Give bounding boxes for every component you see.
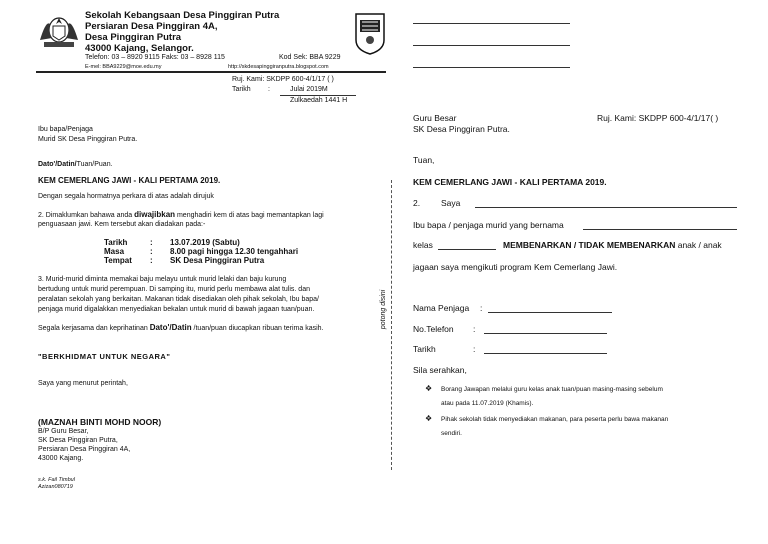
detail-time-value: 8.00 pagi hingga 12.30 tengahhari [170, 247, 299, 256]
reply-line-5: jagaan saya mengikuti program Kem Cemerlang Jawi. [413, 262, 618, 272]
school-logo-icon [352, 10, 388, 56]
cut-label-wrap [380, 282, 398, 342]
motto: "BERKHIDMAT UNTUK NEGARA" [38, 352, 171, 361]
cc-line-1: s.k. Fail Timbul [38, 477, 75, 483]
cut-label: potong disini [380, 289, 388, 330]
date-hijri: Zulkaedah 1441 H [290, 97, 348, 104]
reference-number: Ruj. Kami: SKDPP 600-4/1/17 ( ) [232, 76, 334, 83]
address-line-3: 43000 Kajang, Selangor. [85, 43, 194, 54]
detail-date-label: Tarikh [104, 238, 128, 247]
opening-paragraph: Dengan segala hormatnya perkara di atas adalah dirujuk [38, 193, 214, 200]
note-2-line-1: Pihak sekolah tidak menyediakan makanan, para peserta perlu bawa makanan [441, 416, 669, 423]
date-colon: : [268, 86, 270, 93]
date-blank[interactable] [484, 353, 607, 354]
signer-address-2: 43000 Kajang. [38, 455, 84, 462]
diamond-bullet-icon: ❖ [425, 414, 433, 423]
diamond-bullet-icon: ❖ [425, 384, 433, 393]
paragraph-3-line-1: 3. Murid-murid diminta memakai baju melayu untuk murid lelaki dan baju kurung [38, 276, 287, 283]
reply-recipient-2: SK Desa Pinggiran Putra. [413, 124, 510, 134]
website: http://skdesapinggiranputra.blogspot.com [228, 64, 329, 70]
detail-colon: : [150, 256, 153, 265]
reply-salutation: Tuan, [413, 155, 435, 165]
date-masihi: Julai 2019M [290, 86, 328, 93]
phone-label: No.Telefon [413, 324, 454, 334]
field-colon: : [473, 344, 476, 354]
date-label: Tarikh [232, 86, 251, 93]
student-name-blank[interactable] [583, 229, 737, 230]
guardian-name-label: Nama Penjaga [413, 303, 470, 313]
note-1-line-1: Borang Jawapan melalui guru kelas anak tuan/puan masing-masing sebelum [441, 386, 663, 393]
signer-address-1: Persiaran Desa Pinggiran 4A, [38, 446, 131, 453]
salutation: Dato'/Datin/Tuan/Puan. [38, 161, 113, 168]
guardian-name-blank[interactable] [488, 312, 612, 313]
reply-subject: KEM CEMERLANG JAWI - KALI PERTAMA 2019. [413, 177, 607, 187]
reply-line-2-saya: Saya [441, 198, 461, 208]
thanks-paragraph: Segala kerjasama dan keprihatinan Dato'/Datin /tuan/puan diucapkan ribuan terima kasih. [38, 323, 324, 332]
address-blank-3[interactable] [413, 67, 570, 68]
reply-closing: Sila serahkan, [413, 365, 467, 375]
paragraph-3-line-4: penjaga murid digalakkan menyediakan bekalan untuk murid di bawah jagaan tuan/puan. [38, 306, 315, 313]
class-blank[interactable] [438, 249, 496, 250]
signer-school: SK Desa Pinggiran Putra, [38, 437, 118, 444]
school-code: Kod Sek: BBA 9229 [279, 54, 341, 61]
letter-subject: KEM CEMERLANG JAWI - KALI PERTAMA 2019. [38, 176, 221, 185]
note-1-line-2: atau pada 11.07.2019 (Khamis). [441, 400, 534, 407]
phone-fax: Telefon: 03 – 8920 9115 Faks: 03 – 8928 115 [85, 54, 225, 61]
detail-time-label: Masa [104, 247, 125, 256]
paragraph-3-line-2: bertudung untuk murid perempuan. Di samping itu, murid perlu membawa alat tulis. dan [38, 286, 310, 293]
closing: Saya yang menurut perintah, [38, 380, 128, 387]
paragraph-2-line-1: 2. Dimaklumkan bahawa anda diwajibkan menghadiri kem di atas bagi memantapkan lagi [38, 210, 324, 219]
email: E-mel: BBA9229@moe.edu.my [85, 64, 162, 70]
cc-line-2: Azizan080719 [38, 484, 73, 490]
phone-blank[interactable] [484, 333, 607, 334]
address-line-1: Persiaran Desa Pinggiran 4A, [85, 21, 218, 32]
consent-line: MEMBENARKAN / TIDAK MEMBENARKAN anak / anak [503, 240, 722, 250]
name-blank[interactable] [475, 207, 737, 208]
detail-place-label: Tempat [104, 256, 132, 265]
field-colon: : [480, 303, 483, 313]
reply-reference: Ruj. Kami: SKDPP 600-4/1/17( ) [597, 113, 719, 123]
signer-title: B/P Guru Besar, [38, 428, 89, 435]
state-crest-icon [36, 10, 82, 50]
school-name: Sekolah Kebangsaan Desa Pinggiran Putra [85, 10, 280, 21]
paragraph-3-line-3: peralatan sekolah yang berkaitan. Makanan tidak disediakan oleh pihak sekolah, Ibu bapa/ [38, 296, 319, 303]
recipient-line-1: Ibu bapa/Penjaga [38, 126, 93, 133]
signer-name: (MAZNAH BINTI MOHD NOOR) [38, 417, 162, 427]
reply-line-3: Ibu bapa / penjaga murid yang bernama [413, 220, 564, 230]
detail-date-value: 13.07.2019 (Sabtu) [170, 238, 240, 247]
field-colon: : [473, 324, 476, 334]
date-field-label: Tarikh [413, 344, 436, 354]
address-blank-1[interactable] [413, 23, 570, 24]
detail-colon: : [150, 238, 153, 247]
address-line-2: Desa Pinggiran Putra [85, 32, 182, 43]
address-blank-2[interactable] [413, 45, 570, 46]
detail-place-value: SK Desa Pinggiran Putra [170, 256, 265, 265]
reply-recipient-1: Guru Besar [413, 113, 457, 123]
detail-colon: : [150, 247, 153, 256]
note-2-line-2: sendiri. [441, 430, 462, 437]
class-label: kelas [413, 240, 433, 250]
recipient-line-2: Murid SK Desa Pinggiran Putra. [38, 136, 138, 143]
paragraph-2-line-2: penguasaan jawi. Kem tersebut akan diadakan pada:- [38, 221, 206, 228]
reply-line-2-number: 2. [413, 198, 421, 208]
